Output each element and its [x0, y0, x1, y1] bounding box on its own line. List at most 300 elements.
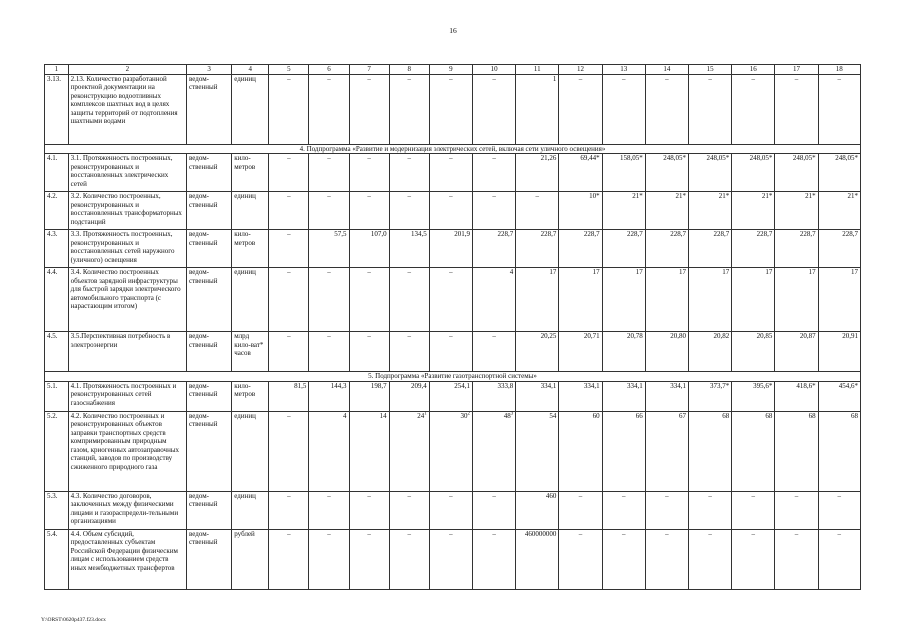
- unit: единиц: [232, 192, 269, 230]
- header-cell: 14: [645, 65, 688, 75]
- value-cell: [269, 154, 309, 192]
- value-text: 198,7: [370, 381, 387, 390]
- value-text: 20,87: [799, 332, 816, 340]
- value-text: –: [794, 74, 799, 83]
- header-cell: 7: [349, 65, 389, 75]
- value-text: –: [578, 74, 583, 83]
- value-cell: [732, 192, 775, 230]
- value-text: 395,6*: [753, 381, 773, 390]
- value-text: 228,7: [583, 230, 600, 238]
- value-cell: [602, 332, 645, 372]
- value-text: 201,9: [454, 230, 470, 238]
- value-cell: [389, 268, 429, 332]
- table-row: [45, 491, 861, 529]
- value-text: 68: [808, 411, 816, 420]
- value-cell: [602, 192, 645, 230]
- value-cell: [349, 230, 389, 268]
- header-cell: 17: [775, 65, 818, 75]
- table-row: [45, 381, 861, 411]
- value-text: 334,1: [627, 381, 643, 390]
- header-row: [45, 65, 861, 75]
- value-cell: [349, 154, 389, 192]
- value-cell: [818, 332, 860, 372]
- value-text: 334,1: [583, 381, 600, 390]
- value-text: –: [665, 491, 669, 500]
- value-cell: [516, 411, 559, 491]
- value-text: 228,7: [799, 230, 816, 238]
- value-text: –: [837, 529, 842, 538]
- value-cell: [732, 154, 775, 192]
- value-cell: [689, 268, 732, 332]
- value-text: 248,05*: [749, 154, 773, 162]
- value-text: –: [708, 529, 712, 538]
- value-cell: [732, 491, 775, 529]
- value-text: –: [407, 154, 411, 162]
- value-cell: [472, 529, 515, 589]
- value-cell: [429, 411, 472, 491]
- value-cell: [602, 411, 645, 491]
- value-cell: [472, 332, 515, 372]
- value-text: –: [621, 529, 626, 538]
- value-text: 418,6*: [796, 381, 816, 390]
- value-cell: [775, 381, 818, 411]
- value-text: 21*: [847, 192, 858, 200]
- table-row: [45, 154, 861, 192]
- value-text: 14: [379, 411, 387, 420]
- value-text: 21*: [718, 192, 730, 200]
- unit: единиц: [232, 411, 269, 491]
- value-cell: [429, 491, 472, 529]
- value-cell: [389, 381, 429, 411]
- value-cell: [516, 268, 559, 332]
- value-cell: [559, 529, 602, 589]
- value-cell: [732, 332, 775, 372]
- header-cell: 1: [45, 65, 69, 75]
- value-cell: [349, 192, 389, 230]
- value-cell: [349, 268, 389, 332]
- value-text: –: [367, 192, 371, 200]
- value-text: 134,5: [411, 230, 427, 238]
- value-cell: [349, 332, 389, 372]
- value-text: 17: [765, 268, 773, 276]
- value-cell: [732, 268, 775, 332]
- row-number: 5.1.: [45, 381, 69, 411]
- indicator-name: 3.4. Количество построенных объектов зарядной инфраструктуры для быстрой зарядки электрического автомобильного транспорта (с нарастающим итогом): [68, 268, 186, 332]
- value-cell: [732, 529, 775, 589]
- value-cell: [429, 332, 472, 372]
- value-text: –: [794, 529, 799, 538]
- value-text: 21*: [805, 192, 816, 200]
- value-text: –: [621, 491, 626, 500]
- value-cell: [645, 74, 688, 144]
- value-cell: [309, 74, 349, 144]
- section-row: [45, 144, 861, 154]
- value-text: 17: [851, 268, 858, 276]
- row-number: 4.1.: [45, 154, 69, 192]
- value-text: 66: [635, 411, 643, 420]
- value-cell: [429, 192, 472, 230]
- indicator-name: 4.4. Объем субсидий, предоставленных субъектам Российской Федерации физическим лицам с использованием средств иных межбюджетных трансфертов: [68, 529, 186, 589]
- value-cell: [389, 154, 429, 192]
- value-text: –: [492, 529, 496, 538]
- value-text: 228,7: [670, 230, 686, 238]
- value-text: –: [367, 332, 371, 340]
- value-cell: [516, 230, 559, 268]
- value-cell: [645, 268, 688, 332]
- value-cell: [645, 192, 688, 230]
- value-cell: [818, 381, 860, 411]
- value-cell: [689, 411, 732, 491]
- footnote-mark: 1: [424, 411, 427, 417]
- value-cell: [775, 491, 818, 529]
- value-cell: [732, 381, 775, 411]
- row-number: 5.3.: [45, 491, 69, 529]
- value-text: 20,71: [583, 332, 600, 340]
- value-cell: [269, 192, 309, 230]
- value-cell: [472, 74, 515, 144]
- value-text: –: [327, 74, 331, 83]
- data-source: ведом-ственный: [186, 381, 231, 411]
- unit: единиц: [232, 491, 269, 529]
- value-text: 20,82: [713, 332, 730, 340]
- value-cell: [349, 411, 389, 491]
- value-cell: [689, 74, 732, 144]
- value-text: –: [621, 74, 626, 83]
- table-row: [45, 332, 861, 372]
- value-cell: [775, 411, 818, 491]
- value-text: 68: [851, 411, 858, 420]
- table-row: [45, 411, 861, 491]
- value-text: –: [708, 74, 712, 83]
- indicator-name: 4.2. Количество построенных и реконструированных объектов заправки транспортных средств компримированным природным газом, криогенных автозаправочных станций, заводов по производству сжиженного природного газа: [68, 411, 186, 491]
- data-source: ведом-ственный: [186, 74, 231, 144]
- header-cell: 11: [516, 65, 559, 75]
- value-cell: [516, 491, 559, 529]
- row-number: 5.4.: [45, 529, 69, 589]
- value-cell: [472, 411, 515, 491]
- header-cell: 9: [429, 65, 472, 75]
- value-text: 4: [343, 411, 347, 420]
- data-source: ведом-ственный: [186, 268, 231, 332]
- value-cell: [429, 268, 472, 332]
- value-cell: [689, 192, 732, 230]
- value-cell: [472, 154, 515, 192]
- indicator-name: 3.3. Протяженность построенных, реконструированных и восстановленных сетей наружного (уличного) освещения: [68, 230, 186, 268]
- value-cell: [818, 230, 860, 268]
- header-cell: 18: [818, 65, 860, 75]
- value-text: –: [287, 491, 291, 500]
- value-cell: [559, 332, 602, 372]
- value-text: –: [708, 491, 712, 500]
- value-cell: [472, 230, 515, 268]
- value-cell: [309, 268, 349, 332]
- value-cell: [818, 74, 860, 144]
- value-text: –: [665, 529, 669, 538]
- value-text: –: [287, 230, 291, 238]
- value-cell: [516, 332, 559, 372]
- header-cell: 4: [232, 65, 269, 75]
- unit: единиц: [232, 74, 269, 144]
- value-text: 10*: [589, 192, 600, 200]
- value-cell: [559, 154, 602, 192]
- value-cell: [645, 411, 688, 491]
- unit: кило-метров: [232, 381, 269, 411]
- data-source: ведом-ственный: [186, 529, 231, 589]
- value-cell: [775, 332, 818, 372]
- value-cell: [472, 491, 515, 529]
- indicator-name: 3.5.Перспективная потребность в электроэнергии: [68, 332, 186, 372]
- value-cell: [602, 74, 645, 144]
- header-cell: 16: [732, 65, 775, 75]
- value-text: 460000000: [524, 529, 557, 538]
- value-text: 228,7: [627, 230, 643, 238]
- value-text: –: [578, 491, 583, 500]
- footer-file-path: Y:\ORST\0620p437.f23.docx: [41, 617, 106, 623]
- value-text: –: [751, 529, 756, 538]
- value-cell: [818, 411, 860, 491]
- value-cell: [269, 411, 309, 491]
- value-text: –: [751, 74, 756, 83]
- value-text: 17: [808, 268, 816, 276]
- value-text: –: [449, 154, 453, 162]
- value-text: 57,5: [334, 230, 347, 238]
- value-text: 248,05*: [835, 154, 858, 162]
- value-cell: [472, 381, 515, 411]
- value-text: –: [407, 192, 411, 200]
- value-text: –: [407, 268, 411, 276]
- unit: кило-метров: [232, 230, 269, 268]
- value-text: 20,80: [670, 332, 686, 340]
- header-cell: 3: [186, 65, 231, 75]
- value-cell: [349, 381, 389, 411]
- value-text: 21*: [632, 192, 643, 200]
- value-cell: [818, 491, 860, 529]
- unit: кило-метров: [232, 154, 269, 192]
- value-cell: [309, 192, 349, 230]
- row-number: 5.2.: [45, 411, 69, 491]
- data-source: ведом-ственный: [186, 154, 231, 192]
- value-cell: [516, 192, 559, 230]
- row-number: 4.2.: [45, 192, 69, 230]
- value-text: –: [407, 529, 411, 538]
- value-cell: [429, 74, 472, 144]
- row-number: 4.3.: [45, 230, 69, 268]
- value-text: 248,05*: [792, 154, 816, 162]
- header-cell: 13: [602, 65, 645, 75]
- value-text: –: [492, 332, 496, 340]
- value-cell: [818, 192, 860, 230]
- header-cell: 8: [389, 65, 429, 75]
- value-cell: [559, 491, 602, 529]
- data-source: ведом-ственный: [186, 332, 231, 372]
- value-text: 1: [552, 74, 557, 83]
- value-text: 67: [679, 411, 686, 420]
- value-text: –: [287, 154, 291, 162]
- value-text: 107,0: [370, 230, 387, 238]
- value-text: 334,1: [670, 381, 686, 390]
- indicators-table: [44, 64, 861, 590]
- value-text: –: [327, 154, 331, 162]
- value-cell: [689, 154, 732, 192]
- indicator-name: 3.1. Протяженность построенных, реконструированных и восстановленных электрических сетей: [68, 154, 186, 192]
- value-text: –: [327, 192, 331, 200]
- value-text: –: [492, 154, 496, 162]
- value-text: –: [367, 491, 371, 500]
- value-cell: [389, 230, 429, 268]
- value-cell: [732, 230, 775, 268]
- value-cell: [269, 381, 309, 411]
- value-text: 20,78: [627, 332, 643, 340]
- value-text: 17: [635, 268, 643, 276]
- value-cell: [775, 74, 818, 144]
- value-text: 24: [417, 411, 425, 420]
- header-cell: 6: [309, 65, 349, 75]
- value-text: –: [665, 74, 669, 83]
- value-text: 68: [765, 411, 773, 420]
- value-cell: [559, 230, 602, 268]
- value-cell: [602, 230, 645, 268]
- value-cell: [472, 192, 515, 230]
- value-cell: [429, 529, 472, 589]
- indicator-name: 4.3. Количество договоров, заключенных между физическими лицами и газораспредели-тельными организациями: [68, 491, 186, 529]
- value-text: 21*: [675, 192, 686, 200]
- value-text: 81,5: [294, 381, 307, 390]
- value-text: 228,7: [713, 230, 730, 238]
- unit: единиц: [232, 268, 269, 332]
- value-text: –: [367, 268, 371, 276]
- value-text: –: [287, 268, 291, 276]
- section-title: 4. Подпрограмма «Развитие и модернизация электрических сетей, включая сети уличного освещения»: [45, 144, 861, 154]
- value-cell: [775, 154, 818, 192]
- value-text: –: [327, 332, 331, 340]
- value-text: 333,8: [497, 381, 514, 390]
- value-text: –: [367, 529, 371, 538]
- value-cell: [269, 491, 309, 529]
- value-text: –: [492, 491, 496, 500]
- value-text: 248,05*: [663, 154, 686, 162]
- value-text: 334,1: [540, 381, 557, 390]
- value-cell: [689, 491, 732, 529]
- value-cell: [775, 230, 818, 268]
- value-cell: [389, 491, 429, 529]
- value-cell: [559, 192, 602, 230]
- value-text: 460: [545, 491, 557, 500]
- row-number: 4.5.: [45, 332, 69, 372]
- value-text: 454,6*: [838, 381, 858, 390]
- value-text: 21,26: [540, 154, 557, 162]
- value-text: –: [287, 192, 291, 200]
- data-source: ведом-ственный: [186, 192, 231, 230]
- value-text: 158,05*: [620, 154, 643, 162]
- value-cell: [818, 154, 860, 192]
- value-text: 144,3: [330, 381, 347, 390]
- value-cell: [645, 230, 688, 268]
- value-cell: [516, 381, 559, 411]
- value-text: –: [327, 491, 331, 500]
- header-cell: 15: [689, 65, 732, 75]
- value-cell: [269, 268, 309, 332]
- value-cell: [516, 529, 559, 589]
- table-row: [45, 230, 861, 268]
- value-text: –: [407, 332, 411, 340]
- footnote-mark: 2: [467, 411, 470, 417]
- value-cell: [472, 268, 515, 332]
- header-cell: 5: [269, 65, 309, 75]
- section-row: [45, 372, 861, 382]
- value-cell: [602, 491, 645, 529]
- value-cell: [559, 74, 602, 144]
- value-cell: [309, 332, 349, 372]
- value-cell: [645, 491, 688, 529]
- header-cell: 2: [68, 65, 186, 75]
- value-cell: [818, 529, 860, 589]
- value-text: 373,7*: [709, 381, 730, 390]
- value-cell: [309, 411, 349, 491]
- value-text: –: [837, 491, 842, 500]
- value-text: –: [449, 529, 453, 538]
- value-cell: [689, 381, 732, 411]
- indicator-name: 4.1. Протяженность построенных и реконструированных сетей газоснабжения: [68, 381, 186, 411]
- value-cell: [516, 74, 559, 144]
- value-cell: [309, 381, 349, 411]
- value-cell: [429, 381, 472, 411]
- value-cell: [645, 154, 688, 192]
- value-text: 20,85: [756, 332, 773, 340]
- value-text: 254,1: [454, 381, 470, 390]
- value-text: –: [449, 332, 453, 340]
- value-cell: [309, 529, 349, 589]
- value-cell: [602, 529, 645, 589]
- value-text: –: [367, 74, 371, 83]
- value-text: 68: [722, 411, 730, 420]
- header-cell: 10: [472, 65, 515, 75]
- value-text: –: [535, 192, 540, 200]
- value-cell: [775, 192, 818, 230]
- value-cell: [732, 411, 775, 491]
- page-number: 16: [449, 26, 457, 35]
- unit: млрд кило-ват* часов: [232, 332, 269, 372]
- value-text: 20,91: [842, 332, 858, 340]
- value-cell: [602, 381, 645, 411]
- value-text: 228,7: [756, 230, 773, 238]
- row-number: 4.4.: [45, 268, 69, 332]
- value-cell: [349, 529, 389, 589]
- value-cell: [349, 491, 389, 529]
- value-cell: [516, 154, 559, 192]
- value-cell: [429, 154, 472, 192]
- data-source: ведом-ственный: [186, 491, 231, 529]
- value-text: 17: [592, 268, 600, 276]
- value-text: 21*: [761, 192, 773, 200]
- value-cell: [309, 230, 349, 268]
- value-cell: [429, 230, 472, 268]
- indicator-name: 2.13. Количество разработанной проектной документации на реконструкцию водоотливных комплексов шахтных вод в целях защиты территорий от подтопления шахтными водами: [68, 74, 186, 144]
- value-text: 17: [679, 268, 686, 276]
- value-cell: [559, 411, 602, 491]
- row-number: 3.13.: [45, 74, 69, 144]
- value-cell: [775, 268, 818, 332]
- value-text: –: [449, 491, 453, 500]
- value-cell: [269, 529, 309, 589]
- value-cell: [689, 230, 732, 268]
- value-cell: [269, 74, 309, 144]
- value-text: 228,7: [540, 230, 557, 238]
- value-text: 4: [509, 268, 514, 276]
- value-cell: [818, 268, 860, 332]
- value-text: –: [367, 154, 371, 162]
- value-text: –: [492, 192, 496, 200]
- value-text: –: [449, 74, 453, 83]
